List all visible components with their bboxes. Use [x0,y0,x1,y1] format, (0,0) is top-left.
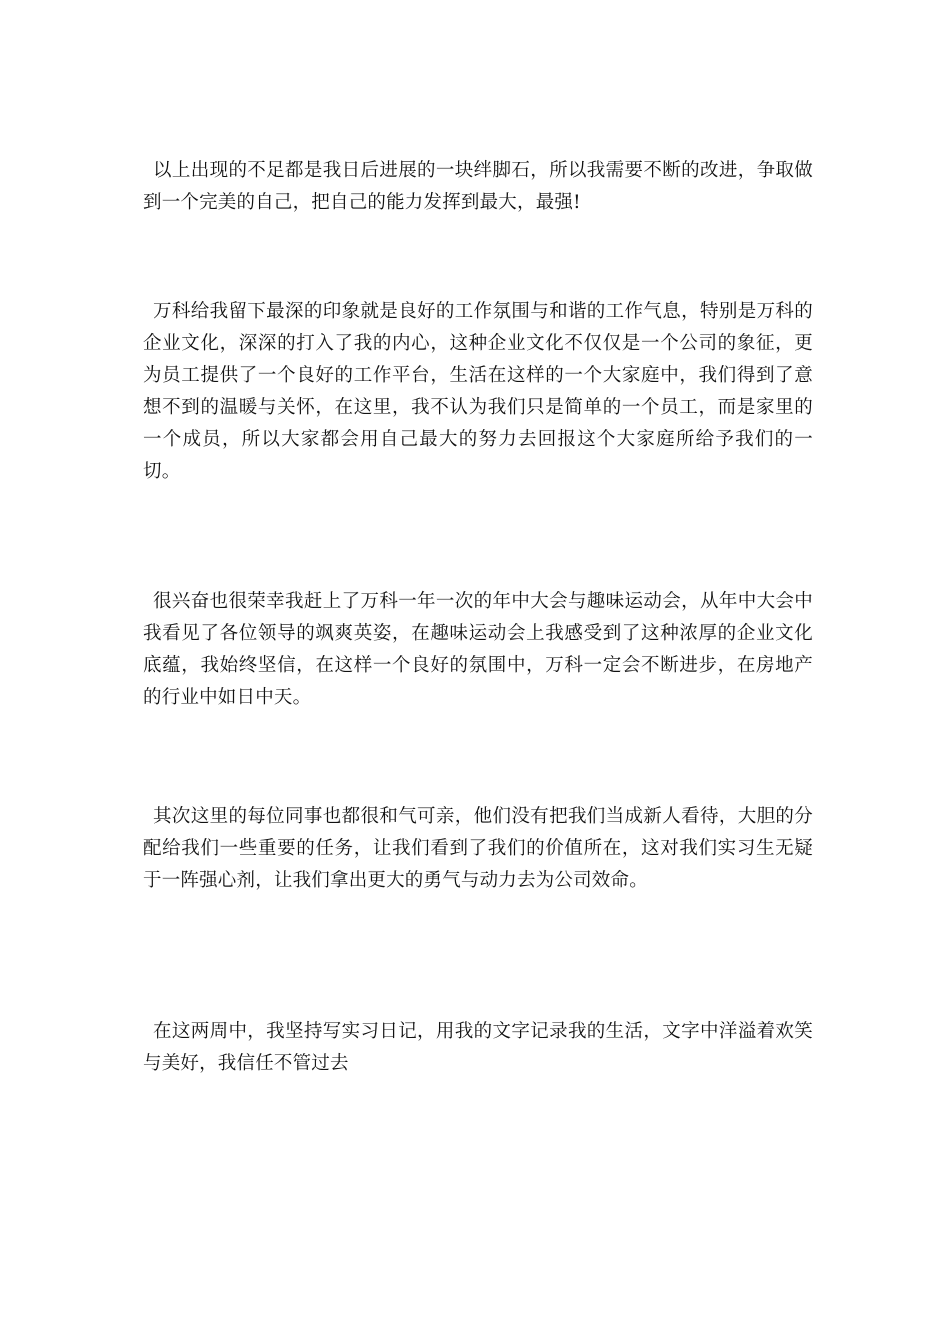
paragraph-5: 在这两周中，我坚持写实习日记，用我的文字记录我的生活，文字中洋溢着欢笑与美好，我信任不管过去 [143,1021,813,1074]
document-page [143,0,813,1344]
paragraph-4: 其次这里的每位同事也都很和气可亲，他们没有把我们当成新人看待，大胆的分配给我们一些重要的任务，让我们看到了我们的价值所在，这对我们实习生无疑于一阵强心剂，让我们拿出更大的勇气与动力去为公司效命。 [143,806,813,891]
paragraph-1: 以上出现的不足都是我日后进展的一块绊脚石，所以我需要不断的改进，争取做到一个完美的自己，把自己的能力发挥到最大，最强! [143,160,813,213]
paragraph-3: 很兴奋也很荣幸我赶上了万科一年一次的年中大会与趣味运动会，从年中大会中我看见了各位领导的飒爽英姿，在趣味运动会上我感受到了这种浓厚的企业文化底蕴，我始终坚信，在这样一个良好的氛围中，万科一定会不断进步，在房地产的行业中如日中天。 [143,591,813,708]
paragraph-2: 万科给我留下最深的印象就是良好的工作氛围与和谐的工作气息，特别是万科的企业文化，深深的打入了我的内心，这种企业文化不仅仅是一个公司的象征，更为员工提供了一个良好的工作平台，生活在这样的一个大家庭中，我们得到了意想不到的温暖与关怀，在这里，我不认为我们只是简单的一个员工，而是家里的一个成员，所以大家都会用自己最大的努力去回报这个大家庭所给予我们的一切。 [143,301,813,482]
